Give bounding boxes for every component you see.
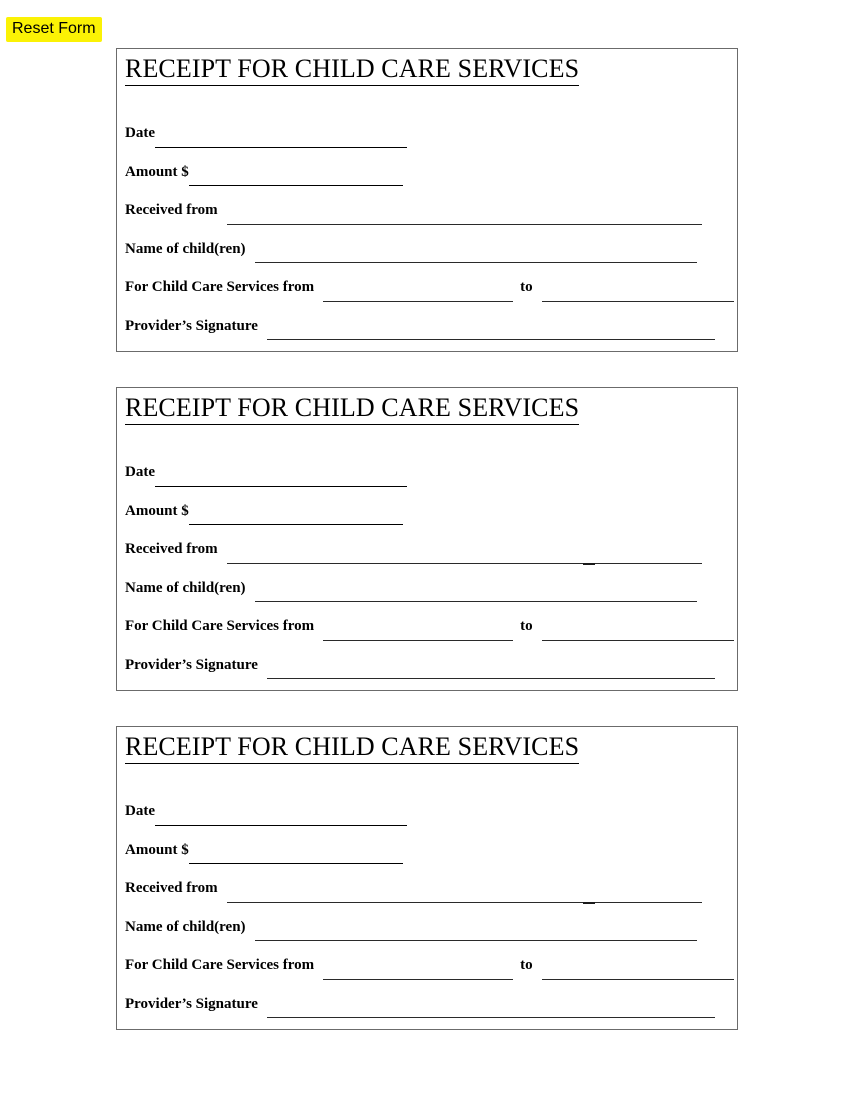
received-from-label: Received from <box>125 541 218 557</box>
field-row-service-dates <box>125 607 729 646</box>
signature-input[interactable] <box>267 315 715 340</box>
field-row-date <box>125 453 729 492</box>
field-row-received-from <box>125 869 729 908</box>
field-row-amount <box>125 492 729 531</box>
received-from-input[interactable] <box>227 878 702 903</box>
services-from-input[interactable] <box>323 277 513 302</box>
field-row-signature <box>125 985 729 1024</box>
to-label: to <box>520 618 533 634</box>
field-row-service-dates <box>125 946 729 985</box>
date-label: Date <box>125 464 155 480</box>
field-row-amount <box>125 831 729 870</box>
date-label: Date <box>125 803 155 819</box>
amount-label: Amount $ <box>125 163 189 180</box>
field-row-child-name <box>125 908 729 947</box>
receipt-fields-1 <box>125 114 729 345</box>
received-from-label: Received from <box>125 202 218 218</box>
field-row-service-dates <box>125 268 729 307</box>
received-from-label: Received from <box>125 880 218 896</box>
field-row-child-name <box>125 230 729 269</box>
to-label: to <box>520 957 533 973</box>
field-row-child-name <box>125 569 729 608</box>
reset-form-button[interactable]: Reset Form <box>6 17 102 42</box>
receipt-title-1: RECEIPT FOR CHILD CARE SERVICES <box>125 53 579 86</box>
date-input[interactable] <box>155 123 407 148</box>
child-name-label: Name of child(ren) <box>125 240 246 257</box>
field-row-date <box>125 114 729 153</box>
receipt-title-2: RECEIPT FOR CHILD CARE SERVICES <box>125 392 579 425</box>
signature-label: Provider’s Signature <box>125 995 258 1012</box>
services-from-label: For Child Care Services from <box>125 957 315 973</box>
services-from-input[interactable] <box>323 616 513 641</box>
field-row-received-from <box>125 530 729 569</box>
field-row-date <box>125 792 729 831</box>
receipt-fields-2 <box>125 453 729 684</box>
signature-label: Provider’s Signature <box>125 656 258 673</box>
rule-artifact-mark <box>583 902 595 904</box>
services-from-label: For Child Care Services from <box>125 618 315 634</box>
amount-label: Amount $ <box>125 841 189 858</box>
child-name-label: Name of child(ren) <box>125 918 246 935</box>
receipt-card-3 <box>116 726 738 1030</box>
services-to-input[interactable] <box>542 277 734 302</box>
to-label: to <box>520 279 533 295</box>
received-from-input[interactable] <box>227 539 702 564</box>
services-from-label: For Child Care Services from <box>125 279 315 295</box>
child-name-input[interactable] <box>255 238 697 263</box>
amount-input[interactable] <box>189 161 403 186</box>
date-label: Date <box>125 125 155 141</box>
received-from-input[interactable] <box>227 200 702 225</box>
child-name-input[interactable] <box>255 577 697 602</box>
receipt-card-2 <box>116 387 738 691</box>
field-row-signature <box>125 646 729 685</box>
signature-label: Provider’s Signature <box>125 317 258 334</box>
signature-input[interactable] <box>267 993 715 1018</box>
services-to-input[interactable] <box>542 616 734 641</box>
services-from-input[interactable] <box>323 955 513 980</box>
receipt-title-3: RECEIPT FOR CHILD CARE SERVICES <box>125 731 579 764</box>
signature-input[interactable] <box>267 654 715 679</box>
date-input[interactable] <box>155 462 407 487</box>
receipt-fields-3 <box>125 792 729 1023</box>
amount-input[interactable] <box>189 839 403 864</box>
rule-artifact-mark <box>583 563 595 565</box>
amount-input[interactable] <box>189 500 403 525</box>
services-to-input[interactable] <box>542 955 734 980</box>
field-row-signature <box>125 307 729 346</box>
date-input[interactable] <box>155 801 407 826</box>
child-name-label: Name of child(ren) <box>125 579 246 596</box>
receipt-card-1 <box>116 48 738 352</box>
amount-label: Amount $ <box>125 502 189 519</box>
field-row-amount <box>125 153 729 192</box>
field-row-received-from <box>125 191 729 230</box>
child-name-input[interactable] <box>255 916 697 941</box>
